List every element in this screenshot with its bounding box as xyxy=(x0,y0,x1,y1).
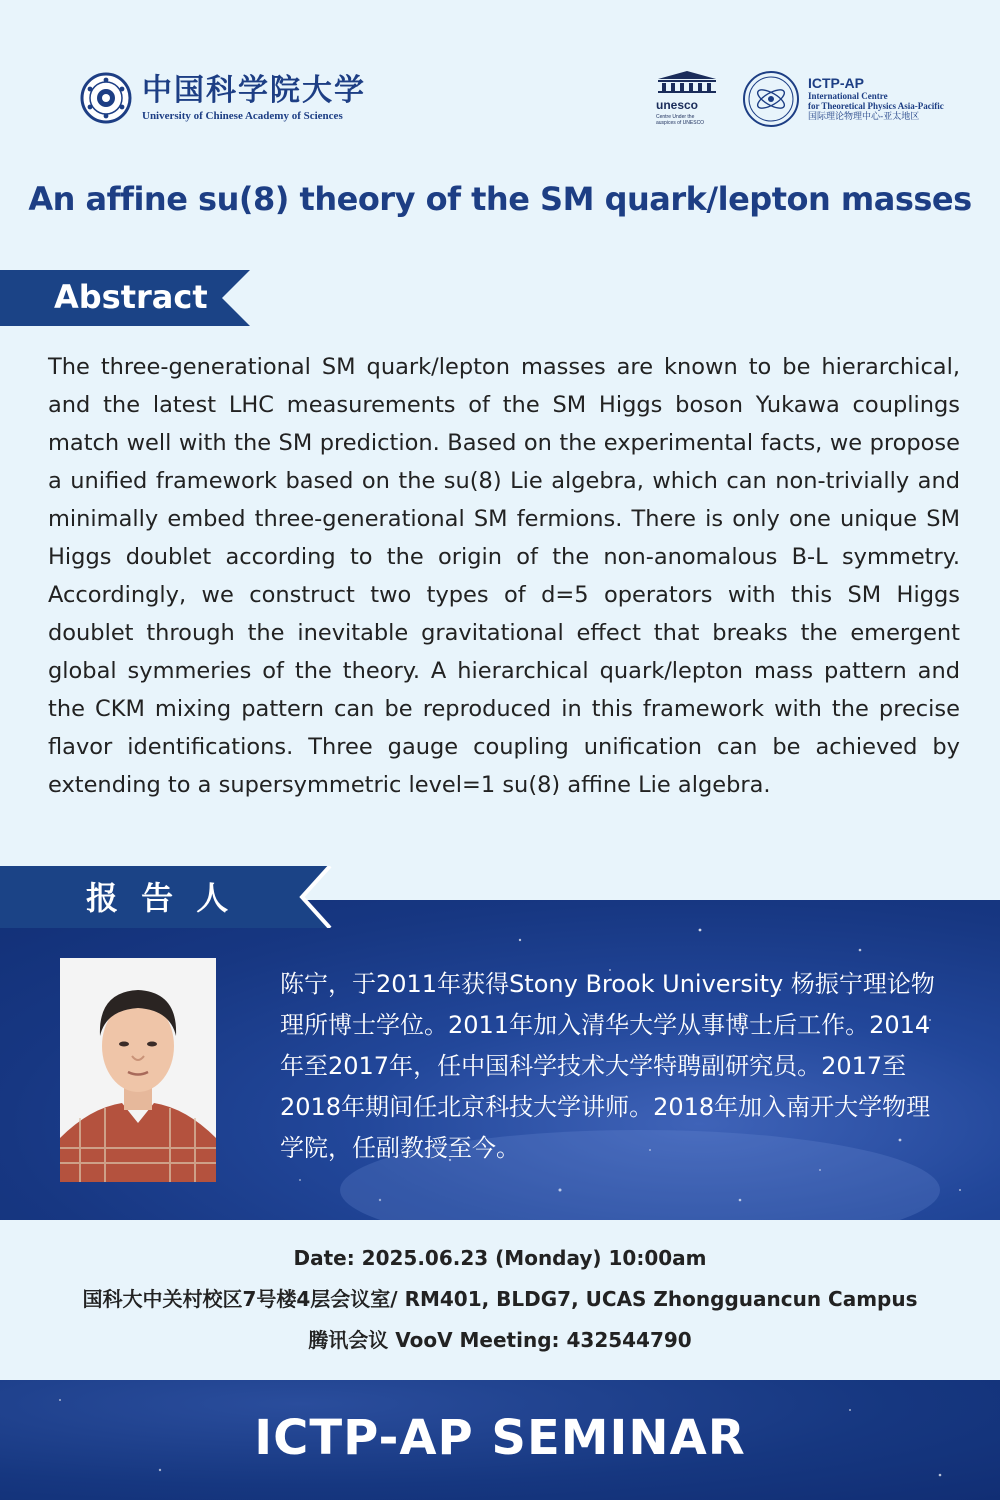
speaker-heading: 报 告 人 xyxy=(86,879,235,917)
unesco-temple-icon xyxy=(656,70,718,94)
ucas-name-en: University of Chinese Academy of Sciences xyxy=(142,110,343,122)
ictp-line2: for Theoretical Physics Asia-Pacific xyxy=(808,101,944,111)
ictp-name-cn: 国际理论物理中心-亚太地区 xyxy=(808,112,920,122)
ictp-name: ICTP-AP xyxy=(808,75,864,91)
header xyxy=(0,0,1000,170)
ictp-line1: International Centre xyxy=(808,91,888,101)
ucas-seal-icon xyxy=(80,72,132,124)
abstract-text: The three-generational SM quark/lepton masses are known to be hierarchical, and the latest LHC measurements of the SM Higgs boson Yukawa couplings match well with the SM prediction. Based on the experimental facts, we propose a unified framework based on the su(8) Lie algebra, which can non-trivially and minimally embed three-generational SM fermions. There is only one unique SM Higgs doublet according to the origin of the non-anomalous B-L symmetry. Accordingly, we construct two types of d=5 operators with this SM Higgs doublet through the inevitable gravitational effect that breaks the emergent global symmeries of the theory. A hierarchical quark/lepton mass pattern and the CKM mixing pattern can be reproduced in this framework with the precise flavor identifications. Three gauge coupling unification can be achieved by extending to a supersymmetric level=1 su(8) affine Lie algebra. xyxy=(48,354,960,798)
event-date: Date: 2025.06.23 (Monday) 10:00am xyxy=(293,1246,707,1270)
footer-title: ICTP-AP SEMINAR xyxy=(254,1410,746,1466)
event-location: 国科大中关村校区7号楼4层会议室/ RM401, BLDG7, UCAS Zhongguancun Campus xyxy=(82,1287,918,1311)
unesco-name: unesco xyxy=(656,98,699,112)
event-info xyxy=(0,1238,1000,1361)
speaker-bio: 陈宁，于2011年获得Stony Brook University 杨振宁理论物理所博士学位。2011年加入清华大学从事博士后工作。2014 年至2017年，任中国科学技术大学特聘副研究员。2017至2018年期间任北京科技大学讲师。2018年加入南开大学物理学院，任副教授至今。 xyxy=(280,970,935,1162)
speaker-portrait xyxy=(60,958,216,1182)
speaker-photo xyxy=(60,958,216,1182)
unesco-caption: Centre Under the auspices of UNESCO xyxy=(656,114,705,126)
unesco-logo xyxy=(656,70,726,126)
ictp-logo xyxy=(742,70,944,128)
ucas-logo xyxy=(80,72,366,124)
abstract-heading: Abstract xyxy=(54,278,208,316)
ictp-emblem-icon xyxy=(742,70,800,128)
event-meeting: 腾讯会议 VooV Meeting: 432544790 xyxy=(308,1328,692,1352)
seminar-title: An affine su(8) theory of the SM quark/lepton masses xyxy=(28,180,972,218)
ucas-name-cn: 中国科学院大学 xyxy=(142,73,366,108)
